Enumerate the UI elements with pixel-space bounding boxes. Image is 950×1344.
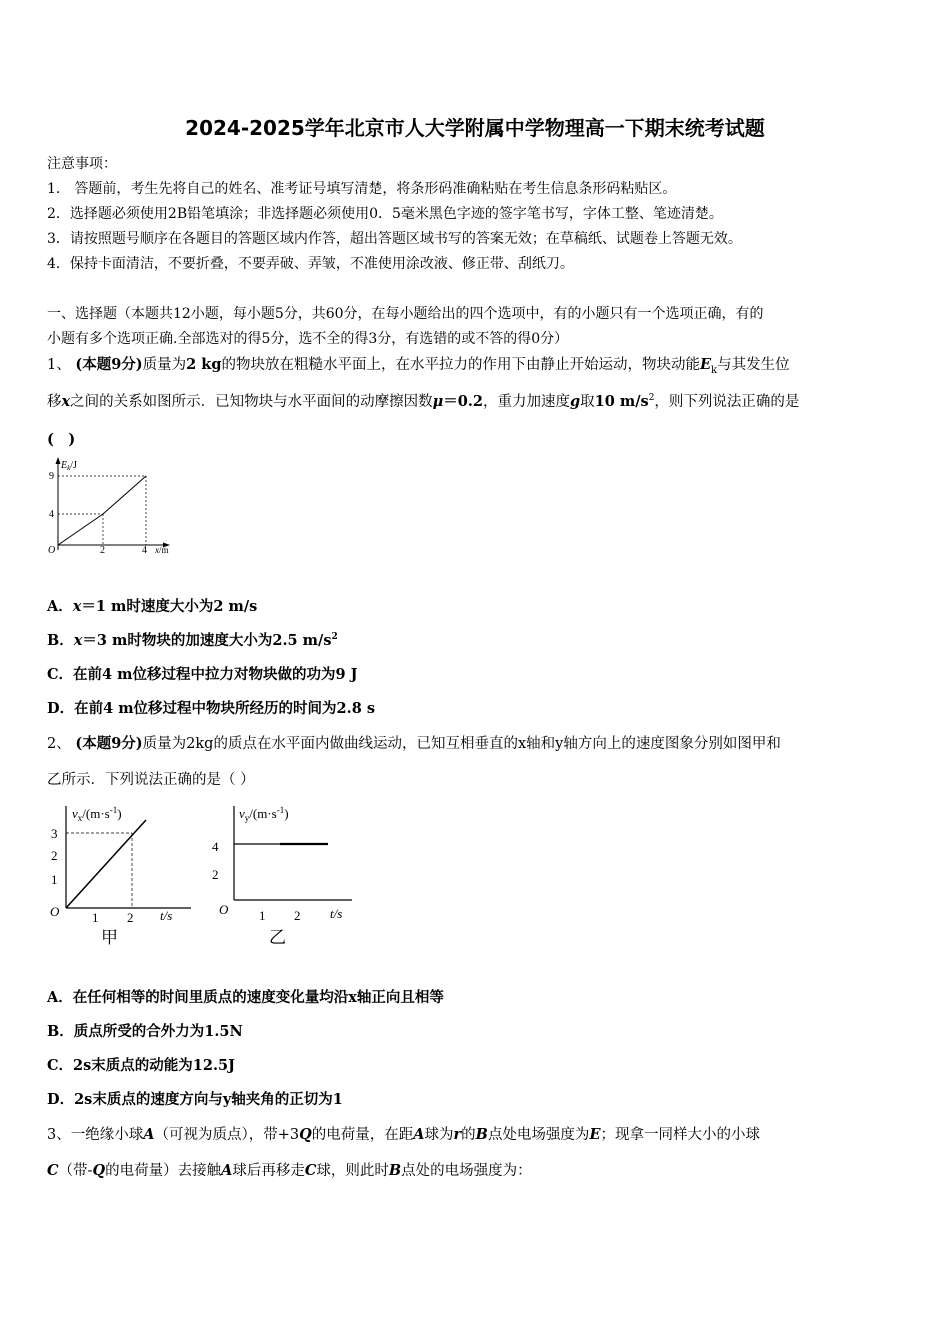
y-axis-label: $v_x/(m\cdot s^{-1})$	[72, 805, 122, 823]
y-axis-label: $E_k/J$	[61, 460, 77, 472]
y-tick-9: 9	[49, 471, 54, 482]
q1-text: 与其发生位	[717, 357, 790, 373]
q1-text: ，则下列说法正确的是	[654, 394, 800, 410]
y-axis-arrow	[56, 457, 61, 464]
q1-g: g	[570, 393, 581, 410]
x-axis-label: x/m	[155, 545, 169, 555]
x-tick-1: 1	[259, 908, 266, 923]
y-tick-3: 3	[51, 826, 58, 841]
q2-graph-yi	[212, 798, 362, 948]
graph-caption: 乙	[269, 928, 286, 947]
q1-answer-bracket: ( )	[47, 431, 76, 448]
q2-line2: 乙所示．下列说法正确的是（ ）	[47, 772, 255, 788]
q1-number: 1、	[47, 357, 71, 373]
q1-text: 的物块放在粗糙水平面上，在水平拉力的作用下由静止开始运动，物块动能	[221, 357, 700, 373]
section-heading: 一、选择题（本题共12小题，每小题5分，共60分，在每小题给出的四个选项中，有的小题只有一个选项正确，有的	[47, 306, 764, 322]
q2-option-b: B．质点所受的合外力为1.5N	[47, 1023, 243, 1040]
q1-x: x	[61, 393, 71, 410]
q2-number: 2、	[47, 736, 71, 752]
x-tick-1: 1	[92, 910, 99, 925]
x-tick-4: 4	[142, 545, 147, 556]
q1-ek: E	[699, 356, 712, 373]
q2-text: 质量为2kg的质点在水平面内做曲线运动，已知互相垂直的x轴和y轴方向上的速度图象分别如图甲和	[142, 736, 781, 752]
section-heading-cont: 小题有多个选项正确.全部选对的得5分，选不全的得3分，有选错的或不答的得0分）	[47, 331, 569, 347]
q1-text: 质量为	[142, 357, 187, 373]
y-tick-4: 4	[49, 509, 54, 520]
q1-ek-sub: k	[711, 364, 718, 376]
q3-line1: 3、一绝缘小球A（可视为质点），带+3Q的电荷量，在距A球为r的B点处电场强度为E；现拿一同样大小的小球	[47, 1126, 760, 1143]
q2-graph-jia	[46, 798, 196, 948]
q2-option-d: D．2s末质点的速度方向与y轴夹角的正切为1	[47, 1091, 343, 1108]
origin-label: O	[48, 545, 56, 556]
q1-option-d: D．在前4 m位移过程中物块所经历的时间为2.8 s	[47, 700, 375, 717]
q2-option-c: C．2s末质点的动能为12.5J	[47, 1057, 235, 1074]
x-tick-2: 2	[127, 910, 134, 925]
notice-item: 3．请按照题号顺序在各题目的答题区域内作答，超出答题区域书写的答案无效；在草稿纸、试题卷上答题无效。	[47, 231, 742, 247]
y-tick-1: 1	[51, 872, 58, 887]
q1-option-a: A．x＝1 m时速度大小为2 m/s	[47, 598, 258, 615]
origin-label: O	[219, 902, 229, 917]
x-tick-2: 2	[294, 908, 301, 923]
origin-label: O	[50, 904, 60, 919]
q2-option-a: A．在任何相等的时间里质点的速度变化量均沿x轴正向且相等	[47, 989, 444, 1006]
y-axis-label: $v_y/(m\cdot s^{-1})$	[239, 805, 289, 823]
q1-option-c: C．在前4 m位移过程中拉力对物块做的功为9 J	[47, 666, 358, 683]
y-tick-2: 2	[212, 867, 219, 882]
y-tick-4: 4	[212, 839, 219, 854]
notice-item: 4．保持卡面清洁，不要折叠，不要弄破、弄皱，不准使用涂改液、修正带、刮纸刀。	[47, 256, 574, 272]
q2-line1	[47, 732, 781, 753]
q1-line1	[47, 353, 790, 376]
q1-line2	[47, 390, 799, 411]
q1-mass: 2 kg	[186, 356, 222, 373]
q1-points: (本题9分)	[75, 356, 143, 373]
q2-points: (本题9分)	[75, 735, 143, 752]
page-title: 2024-2025学年北京市人大学附属中学物理高一下期末统考试题	[185, 116, 765, 140]
q1-mu-value: ＝0.2	[443, 393, 484, 410]
q1-mu: μ	[432, 393, 444, 410]
q3-line2: C（带-Q的电荷量）去接触A球后再移走C球，则此时B点处的电场强度为：	[47, 1162, 532, 1179]
ek-curve	[58, 476, 146, 545]
graph-caption: 甲	[101, 928, 118, 947]
notice-heading: 注意事项：	[47, 156, 117, 172]
q1-g-value: 10 m/s	[594, 393, 649, 410]
notice-item: 1. 答题前，考生先将自己的姓名、准考证号填写清楚，将条形码准确粘贴在考生信息条形码粘贴区。	[47, 181, 677, 197]
x-tick-2: 2	[100, 545, 105, 556]
q1-option-b: B．x＝3 m时物块的加速度大小为2.5 $m/s^2$	[47, 632, 338, 649]
q1-text: 取	[580, 394, 595, 410]
q1-g-sup: 2	[648, 393, 655, 404]
q1-ek-x-graph	[46, 455, 181, 560]
x-axis-label: t/s	[160, 908, 173, 923]
notice-item: 2．选择题必须使用2B铅笔填涂；非选择题必须使用0．5毫米黑色字迹的签字笔书写，字体工整、笔迹清楚。	[47, 206, 723, 222]
q1-text: ，重力加速度	[483, 394, 571, 410]
q1-text: 移	[47, 394, 62, 410]
y-tick-2: 2	[51, 848, 58, 863]
q1-text: 之间的关系如图所示．已知物块与水平面间的动摩擦因数	[70, 394, 433, 410]
x-axis-label: t/s	[330, 906, 343, 921]
